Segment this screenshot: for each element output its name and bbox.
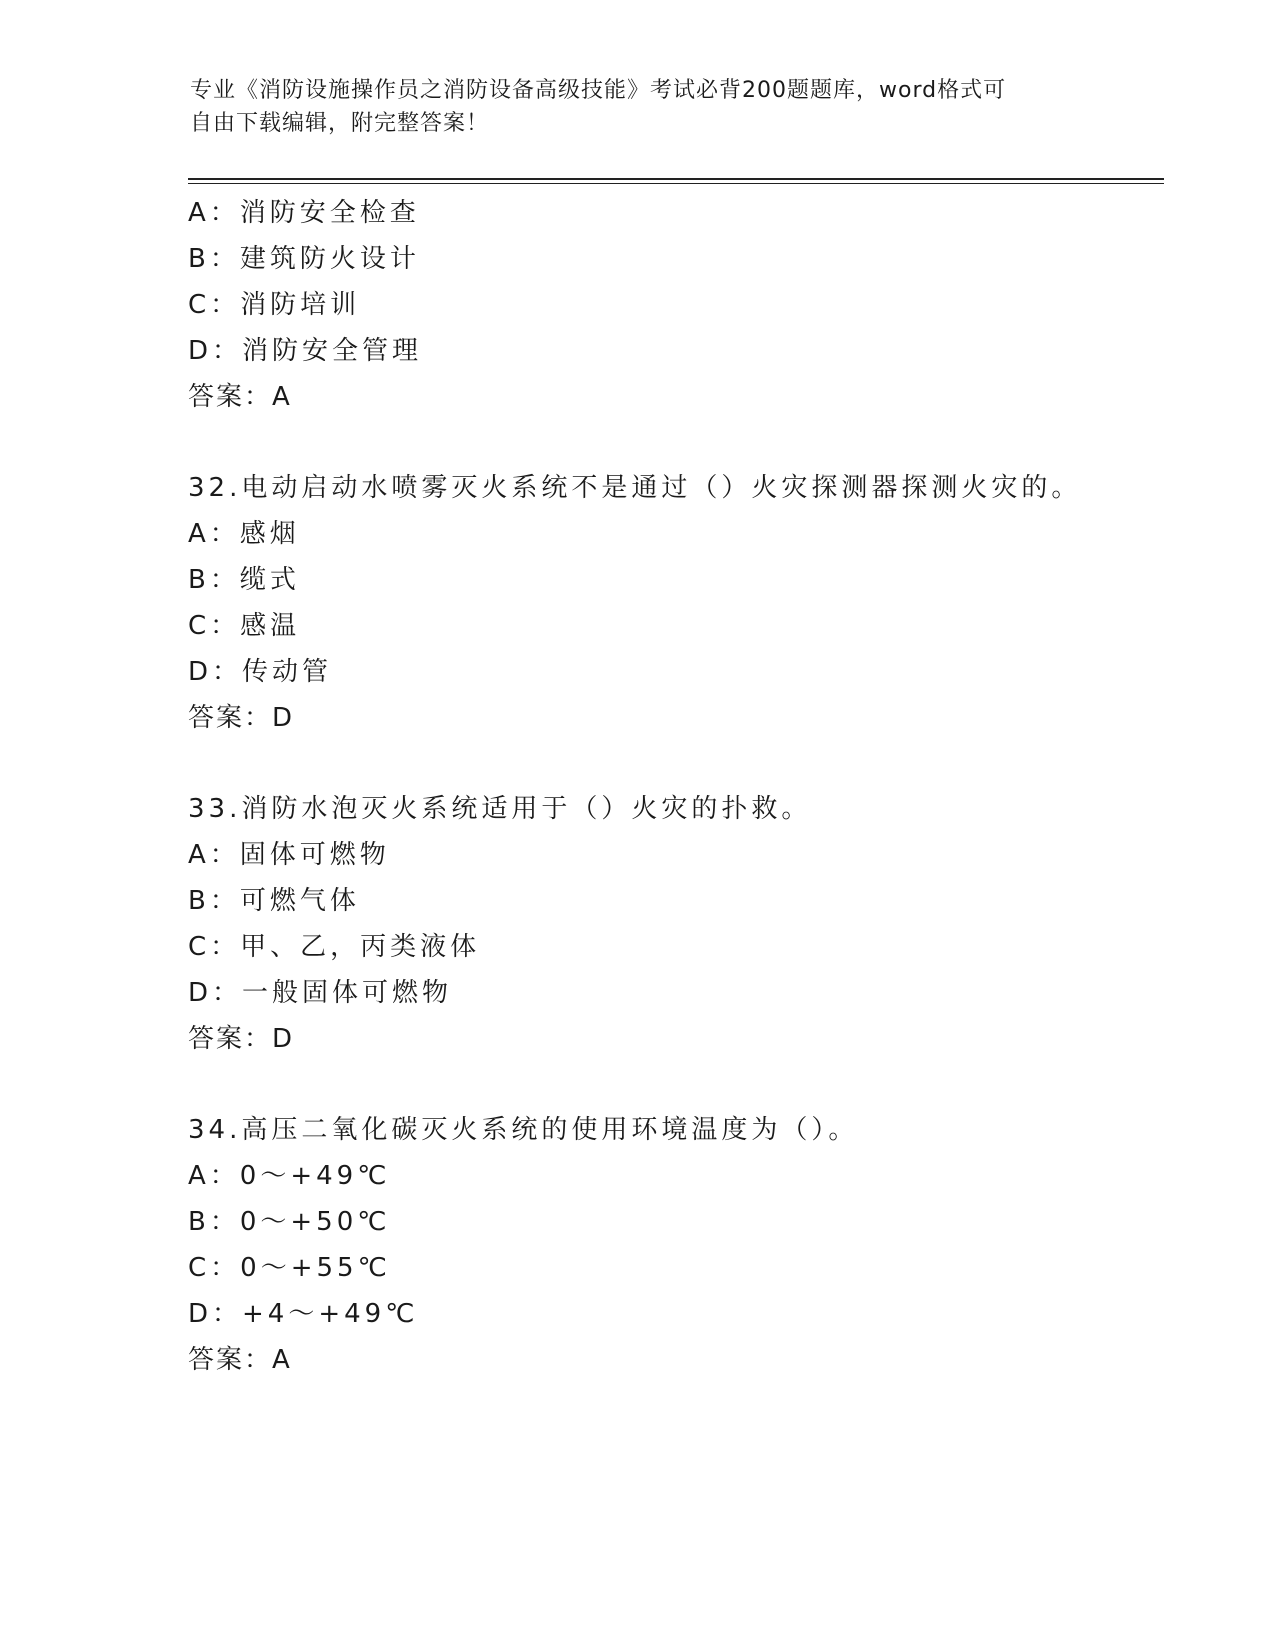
answer-line: 答案：D — [188, 1024, 295, 1054]
question-block-31 — [188, 190, 1148, 420]
option-d: D：一般固体可燃物 — [188, 978, 453, 1008]
block-gap — [188, 1062, 1148, 1107]
question-text: 32.电动启动水喷雾灭火系统不是通过（）火灾探测器探测火灾的。 — [188, 473, 1082, 503]
block-gap — [188, 420, 1148, 465]
question-list — [188, 190, 1148, 1383]
option-a: A：固体可燃物 — [188, 840, 390, 870]
option-a: A：感烟 — [188, 519, 300, 549]
header-line-1: 专业《消防设施操作员之消防设备高级技能》考试必背200题题库，word格式可 — [190, 78, 1007, 103]
question-block-33 — [188, 786, 1148, 1062]
answer-line: 答案：A — [188, 382, 292, 412]
answer-line: 答案：A — [188, 1345, 292, 1375]
answer-line: 答案：D — [188, 703, 295, 733]
option-a: A：消防安全检查 — [188, 198, 420, 228]
document-header — [190, 74, 1090, 140]
option-c: C：消防培训 — [188, 290, 361, 320]
option-b: B：缆式 — [188, 565, 300, 595]
question-text: 33.消防水泡灭火系统适用于（）火灾的扑救。 — [188, 794, 812, 824]
header-divider-thin — [188, 183, 1164, 184]
option-b: B：0～+50℃ — [188, 1207, 391, 1237]
question-block-32 — [188, 465, 1148, 741]
option-c: C：感温 — [188, 611, 301, 641]
question-text: 34.高压二氧化碳灭火系统的使用环境温度为（）。 — [188, 1115, 859, 1145]
header-divider-thick — [188, 178, 1164, 180]
option-a: A：0～+49℃ — [188, 1161, 391, 1191]
option-d: D：传动管 — [188, 657, 333, 687]
option-b: B：建筑防火设计 — [188, 244, 420, 274]
option-c: C：甲、乙，丙类液体 — [188, 932, 481, 962]
block-gap — [188, 741, 1148, 786]
option-c: C：0～+55℃ — [188, 1253, 391, 1283]
header-line-2: 自由下载编辑，附完整答案！ — [190, 111, 490, 136]
option-d: D：消防安全管理 — [188, 336, 423, 366]
question-block-34 — [188, 1107, 1148, 1383]
option-d: D：+4～+49℃ — [188, 1299, 419, 1329]
option-b: B：可燃气体 — [188, 886, 360, 916]
